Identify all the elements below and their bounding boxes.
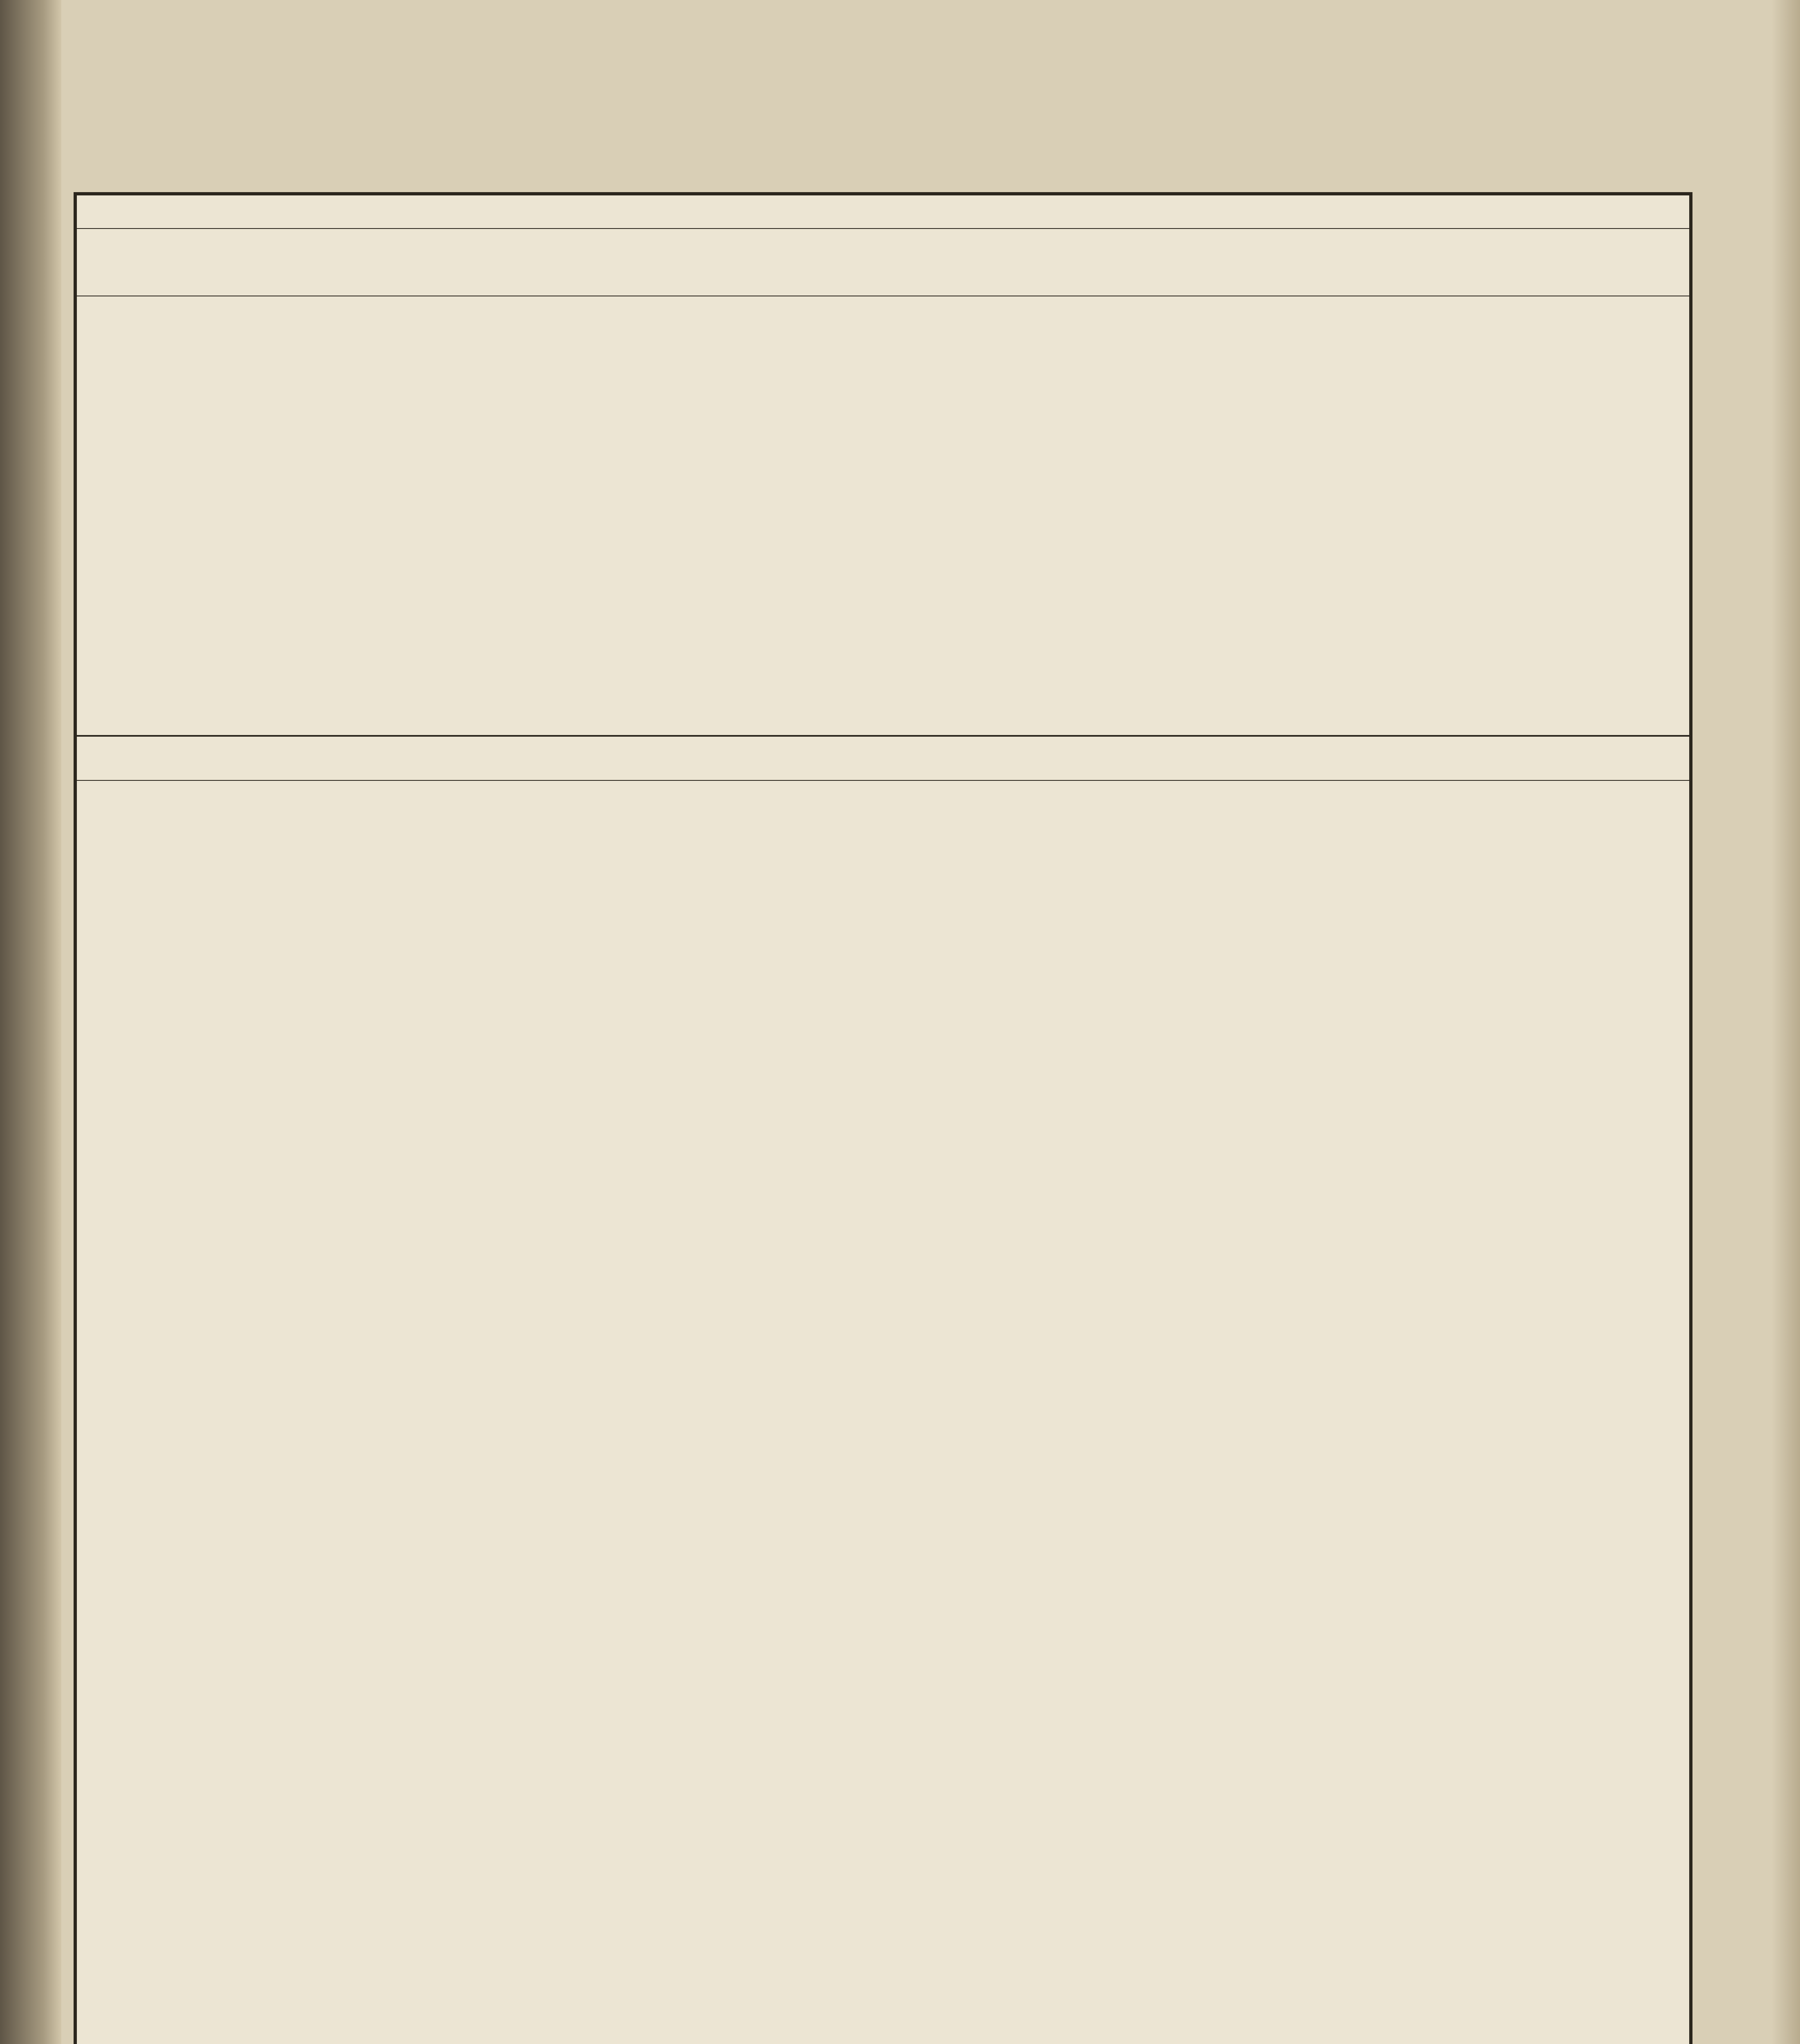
newspaper-page (74, 192, 1692, 2044)
rule (77, 780, 878, 781)
rule (878, 780, 1692, 781)
book-binding (0, 0, 61, 2044)
bottom-right-table (878, 735, 1692, 2044)
book-edge (1771, 0, 1800, 2044)
bottom-left-table (77, 735, 878, 2044)
top-table (77, 228, 1689, 735)
